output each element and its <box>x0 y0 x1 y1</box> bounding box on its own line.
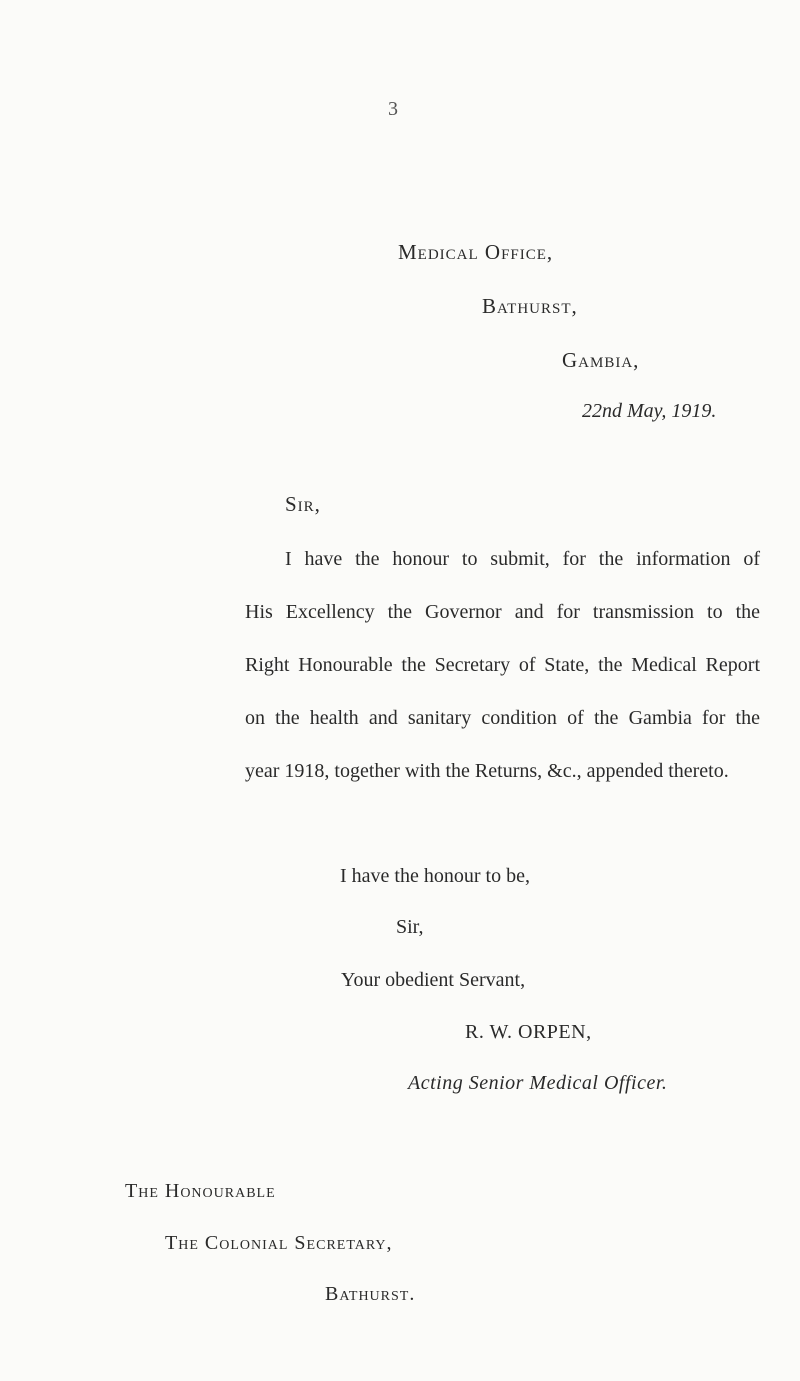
header-date: 22nd May, 1919. <box>582 400 717 422</box>
body-line-4: on the health and sanitary condition of the Gambia for the <box>245 707 760 729</box>
recipient-line-1: The Honourable <box>125 1180 276 1202</box>
closing-line-2: Sir, <box>396 916 424 938</box>
salutation: Sir, <box>285 492 321 516</box>
header-office: Medical Office, <box>398 240 554 264</box>
signature-title: Acting Senior Medical Officer. <box>408 1072 668 1094</box>
body-line-2: His Excellency the Governor and for transmission to the <box>245 601 760 623</box>
closing-line-1: I have the honour to be, <box>340 865 530 887</box>
body-line-5: year 1918, together with the Returns, &c., appended thereto. <box>245 760 729 782</box>
recipient-line-3: Bathurst. <box>325 1283 416 1305</box>
header-colony: Gambia, <box>562 348 640 372</box>
signature-name: R. W. ORPEN, <box>465 1021 592 1043</box>
header-town: Bathurst, <box>482 294 578 318</box>
body-line-3: Right Honourable the Secretary of State, the Medical Report <box>245 654 760 676</box>
page-number: 3 <box>388 98 398 120</box>
body-line-1: I have the honour to submit, for the information of <box>285 548 760 570</box>
recipient-line-2: The Colonial Secretary, <box>165 1232 393 1254</box>
closing-line-3: Your obedient Servant, <box>341 969 526 991</box>
